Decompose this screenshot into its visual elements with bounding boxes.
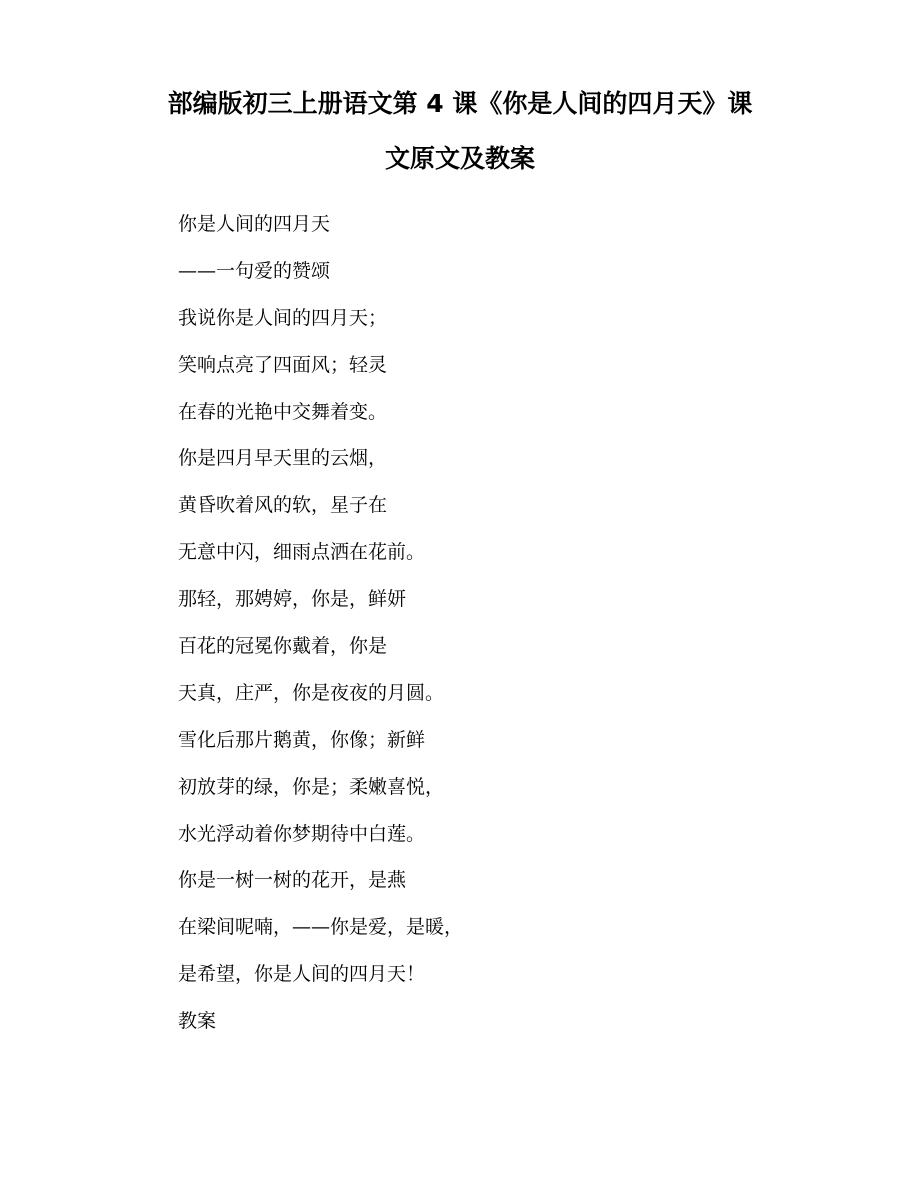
text-line: ——一句爱的赞颂 [178, 259, 331, 282]
text-line: 在梁间呢喃，——你是爱，是暖， [178, 916, 464, 939]
text-line: 那轻，那娉婷，你是，鲜妍 [178, 588, 407, 611]
document-title-line-2: 文原文及教案 [384, 144, 535, 173]
text-line: 百花的冠冕你戴着，你是 [178, 635, 388, 658]
text-line: 是希望，你是人间的四月天！ [178, 963, 426, 986]
text-line: 你是四月早天里的云烟， [178, 447, 388, 470]
text-line: 水光浮动着你梦期待中白莲。 [178, 822, 426, 845]
text-line: 雪化后那片鹅黄，你像；新鲜 [178, 728, 426, 751]
text-line: 无意中闪，细雨点洒在花前。 [178, 541, 426, 564]
text-line: 我说你是人间的四月天； [178, 306, 388, 329]
document-title-line-1: 部编版初三上册语文第 4 课《你是人间的四月天》课 [167, 89, 753, 118]
text-line: 黄昏吹着风的软，星子在 [178, 494, 388, 517]
text-line: 笑响点亮了四面风；轻灵 [178, 353, 388, 376]
poem-text [178, 208, 463, 1052]
text-line: 在春的光艳中交舞着变。 [178, 400, 388, 423]
text-line: 你是一树一树的花开，是燕 [178, 869, 407, 892]
text-line: 初放芽的绿，你是；柔嫩喜悦， [178, 775, 445, 798]
text-line: 你是人间的四月天 [178, 213, 331, 235]
text-line: 天真，庄严，你是夜夜的月圆。 [178, 681, 445, 704]
section-heading-lesson-plan: 教案 [178, 1010, 217, 1033]
